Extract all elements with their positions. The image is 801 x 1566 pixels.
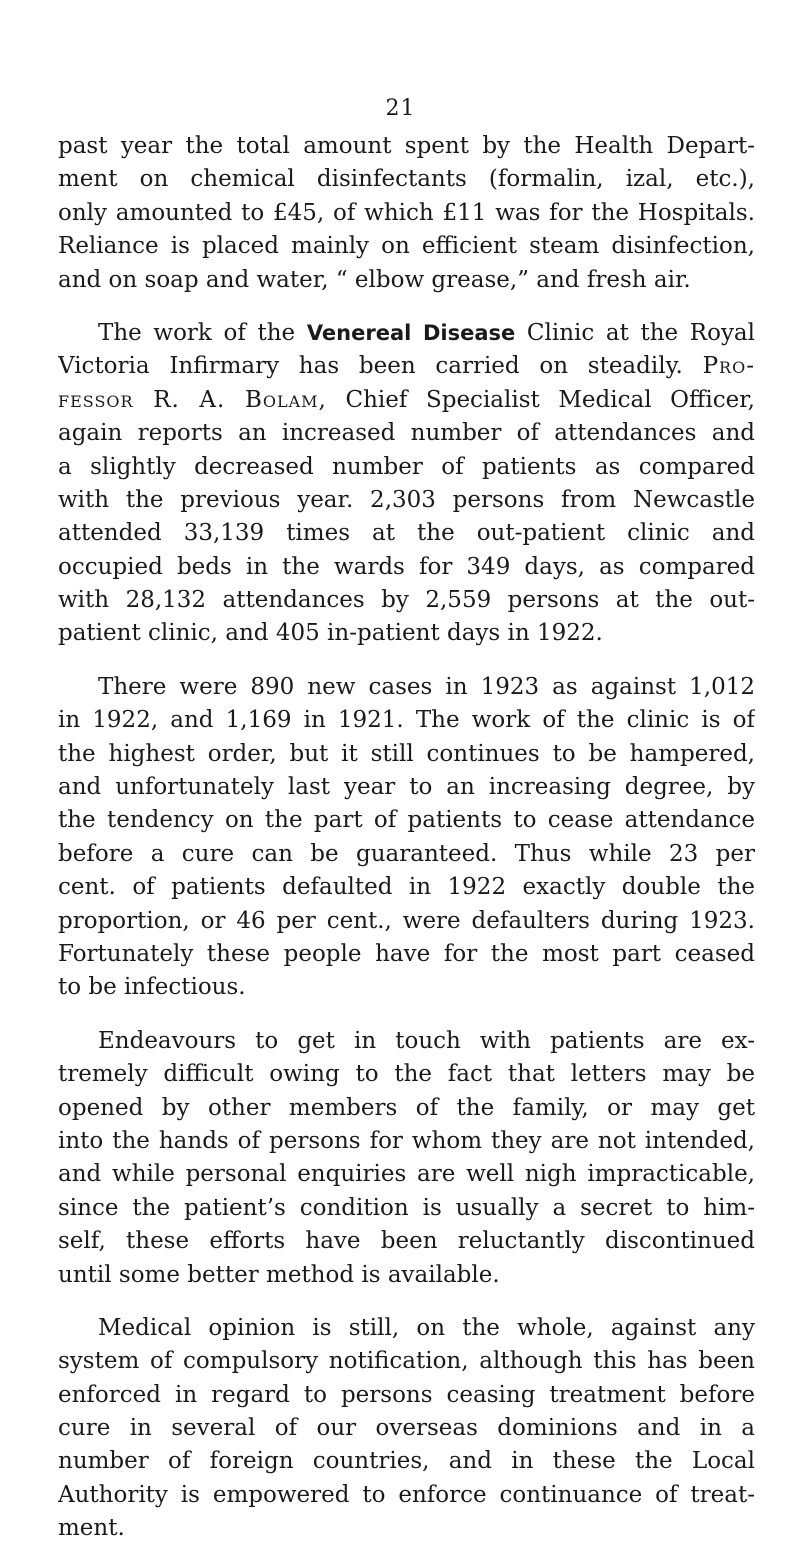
- text-line: opened by other members of the family, or may get: [58, 1094, 755, 1121]
- text-line: Fortunately these people have for the most part ceased: [58, 940, 755, 967]
- paragraph-new-cases: [58, 671, 755, 1005]
- text-line: the highest order, but it still continues to be hampered,: [58, 740, 755, 767]
- text-run: Chief Specialist Medical Officer,: [345, 386, 755, 413]
- venereal-disease-heading: Venereal Disease: [306, 320, 516, 345]
- text-line: past year the total amount spent by the Health Depart-: [58, 133, 755, 159]
- text-line: ment.: [58, 1515, 125, 1542]
- text-line: cent. of patients defaulted in 1922 exactly double the: [58, 874, 755, 901]
- text-line: patient clinic, and 405 in-patient days in 1922.: [58, 620, 603, 647]
- text-line: since the patient’s condition is usually a secret to him-: [58, 1194, 755, 1221]
- text-line: system of compulsory notification, although this has been: [58, 1348, 755, 1375]
- text-run: The work of the: [98, 319, 296, 346]
- text-line: occupied beds in the wards for 349 days, as compared: [58, 553, 755, 580]
- text-line: [58, 317, 755, 350]
- text-line: Authority is empowered to enforce continuance of treat-: [58, 1481, 755, 1508]
- paragraph-endeavours: [58, 1025, 755, 1292]
- text-line: cure in several of our overseas dominions and in a: [58, 1415, 755, 1442]
- text-line: and on soap and water, “ elbow grease,” and fresh air.: [58, 266, 691, 293]
- text-line: enforced in regard to persons ceasing treatment before: [58, 1381, 755, 1408]
- text-line: and unfortunately last year to an increasing degree, by: [58, 774, 755, 801]
- text-line: [58, 350, 755, 383]
- text-line: until some better method is available.: [58, 1261, 500, 1288]
- text-line: There were 890 new cases in 1923 as against 1,012: [98, 673, 755, 700]
- text-line: [58, 384, 755, 417]
- text-line: self, these efforts have been reluctantly discontinued: [58, 1228, 755, 1255]
- text-line: Reliance is placed mainly on efficient steam disinfection,: [58, 233, 755, 260]
- text-line: and while personal enquiries are well nigh impracticable,: [58, 1161, 755, 1188]
- professor-title: Pro-: [702, 353, 755, 380]
- text-line: Endeavours to get in touch with patients are ex-: [98, 1027, 755, 1054]
- paragraph-medical-opinion: [58, 1312, 755, 1546]
- paragraph-venereal-clinic: [58, 317, 755, 651]
- page-number: 21: [385, 96, 416, 121]
- text-run: Victoria Infirmary has been carried on steadily.: [58, 353, 683, 380]
- text-run: Clinic at the Royal: [526, 319, 755, 346]
- text-line: in 1922, and 1,169 in 1921. The work of the clinic is of: [58, 707, 755, 734]
- text-line: attended 33,139 times at the out-patient clinic and: [58, 520, 755, 547]
- text-line: before a cure can be guaranteed. Thus while 23 per: [58, 840, 755, 867]
- text-line: Medical opinion is still, on the whole, against any: [98, 1314, 755, 1341]
- text-line: again reports an increased number of attendances and: [58, 420, 755, 447]
- text-line: proportion, or 46 per cent., were defaulters during 1923.: [58, 907, 755, 934]
- body-text: [58, 130, 755, 1566]
- text-line: into the hands of persons for whom they are not intended,: [58, 1127, 755, 1154]
- text-line: to be infectious.: [58, 974, 246, 1001]
- text-line: with the previous year. 2,303 persons from Newcastle: [58, 486, 755, 513]
- paragraph-disinfectants: [58, 130, 755, 297]
- text-line: with 28,132 attendances by 2,559 persons at the out-: [58, 587, 755, 614]
- text-line: the tendency on the part of patients to cease attendance: [58, 807, 755, 834]
- text-line: a slightly decreased number of patients as compared: [58, 453, 755, 480]
- professor-name: fessor R. A. Bolam,: [58, 386, 327, 413]
- text-line: only amounted to £45, of which £11 was for the Hospitals.: [58, 199, 755, 226]
- text-line: tremely difficult owing to the fact that letters may be: [58, 1061, 755, 1088]
- text-line: ment on chemical disinfectants (formalin, izal, etc.),: [58, 166, 755, 193]
- text-line: number of foreign countries, and in these the Local: [58, 1448, 755, 1475]
